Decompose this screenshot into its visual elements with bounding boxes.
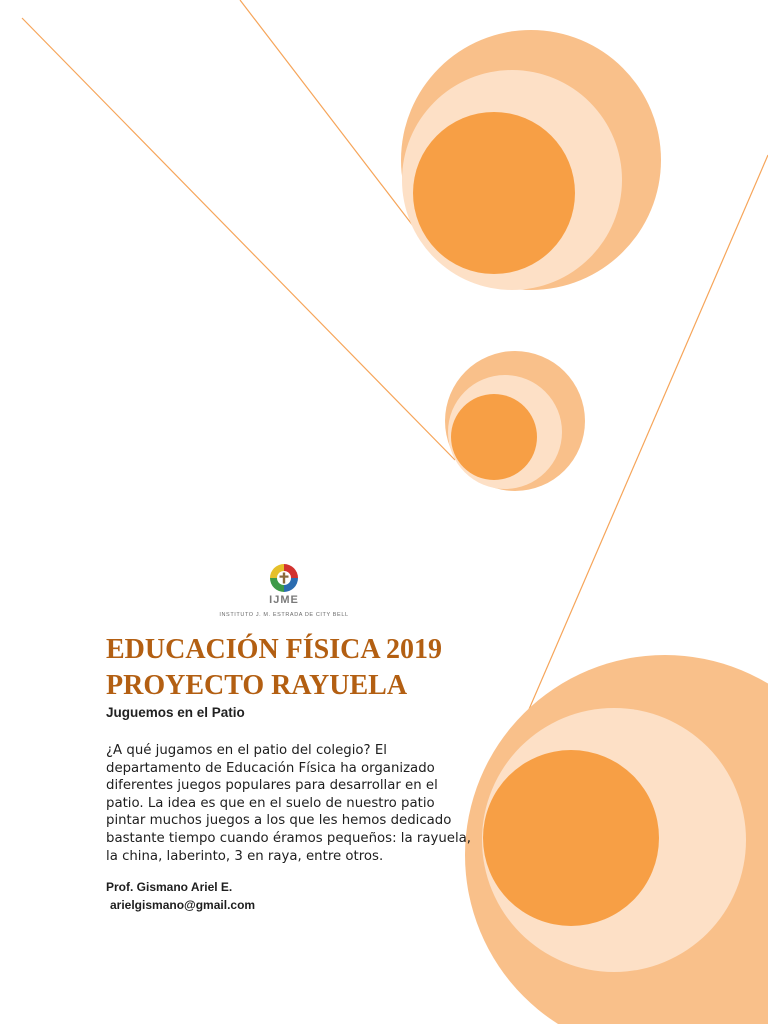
logo-subtitle: INSTITUTO J. M. ESTRADA DE CITY BELL [219, 612, 349, 618]
logo-name: IJME [269, 594, 299, 606]
cover-body-paragraph: ¿A qué jugamos en el patio del colegio? El departamento de Educación Física ha organizado diferentes juegos populares para desarrollar en el patio. La idea es que en el suelo de nuestro patio pintar muchos juegos a los que les hemos dedicado bastante tiempo cuando éramos pequeños: la rayuela, la china, laberinto, 3 en raya, entre otros. [106, 743, 472, 864]
decorative-circle-large-bottom [465, 655, 768, 1024]
decorative-circle-small [445, 351, 585, 491]
cover-title [106, 632, 526, 704]
decorative-line [240, 0, 430, 248]
title-line-2: PROYECTO RAYUELA [106, 670, 408, 701]
author-name: Prof. Gismano Ariel E. [106, 880, 233, 894]
logo-emblem-icon [266, 560, 302, 596]
decorative-circle-large-top [401, 30, 661, 290]
decorative-line [22, 18, 455, 460]
school-logo [216, 552, 352, 628]
author-email: arielgismano@gmail.com [110, 898, 256, 912]
cover-subtitle: Juguemos en el Patio [106, 705, 245, 720]
title-line-1: EDUCACIÓN FÍSICA 2019 [106, 634, 443, 665]
